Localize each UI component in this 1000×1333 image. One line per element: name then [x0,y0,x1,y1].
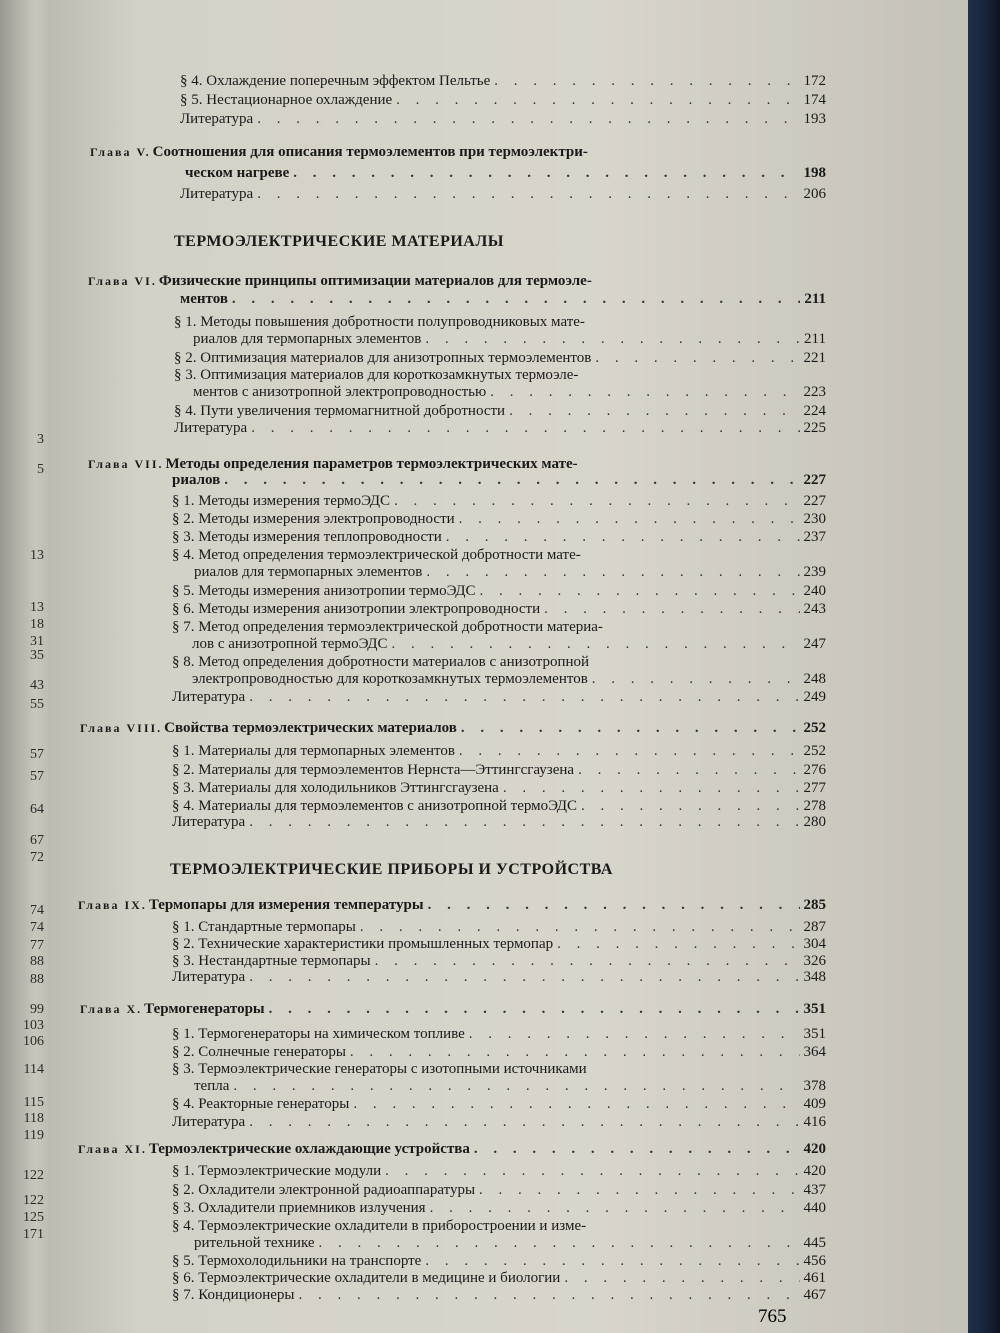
entry-title: § 3. Методы измерения теплопроводности [172,529,442,545]
entry-page: 193 [803,111,826,127]
toc-entry[interactable] [172,1181,826,1199]
entry-title: § 6. Термоэлектрические охладители в медицине и биологии [172,1270,561,1286]
entry-page: 240 [803,583,826,599]
margin-page-number: 67 [30,833,44,848]
toc-entry[interactable] [172,1269,826,1287]
leader-dots [490,383,799,401]
section-heading: ТЕРМОЭЛЕКТРИЧЕСКИЕ ПРИБОРЫ И УСТРОЙСТВА [170,861,613,878]
entry-title: § 1. Термогенераторы на химическом топливе [172,1026,465,1042]
entry-title: Соотношения для описания термоэлементов при термоэлектри- [152,144,588,160]
entry-page: 211 [804,331,826,347]
toc-entry[interactable] [180,91,826,109]
entry-page: 287 [803,919,826,935]
leader-dots [595,349,799,367]
leader-dots [479,582,799,600]
entry-page: 416 [803,1114,826,1130]
entry-title: § 1. Материалы для термопарных элементов [172,743,455,759]
entry-title-continued: ческом нагреве [185,165,290,181]
entry-title: § 2. Технические характеристики промышленных термопар [172,936,554,952]
entry-title: § 5. Термохолодильники на транспорте [172,1253,422,1269]
leader-dots [474,1140,800,1158]
toc-entry[interactable] [172,813,826,831]
toc-entry[interactable] [172,1286,826,1304]
entry-title: § 4. Метод определения термоэлектрической добротности мате- [172,547,581,563]
toc-entry[interactable] [172,1043,826,1061]
toc-entry[interactable] [172,779,826,797]
margin-page-number: 103 [23,1018,44,1033]
leader-dots [426,563,799,581]
entry-continuation [194,563,826,581]
leader-dots [394,492,799,510]
entry-continuation [192,670,826,688]
leader-dots [350,1043,800,1061]
toc-entry[interactable] [180,72,826,90]
toc-entry[interactable] [172,742,826,760]
margin-page-number: 3 [37,432,44,447]
entry-title-continued: риалов для термопарных элементов [193,331,422,347]
chapter-label: Глава IX. [78,898,147,912]
entry-title: Литература [180,186,254,202]
margin-page-number: 106 [23,1034,44,1049]
entry-title: § 4. Термоэлектрические охладители в приборостроении и изме- [172,1218,587,1234]
entry-page: 445 [803,1235,826,1251]
entry-page: 198 [803,165,826,181]
entry-title: § 7. Метод определения термоэлектрической добротности материа- [172,619,603,635]
margin-page-number: 55 [30,697,44,712]
leader-dots [249,1113,799,1131]
margin-page-number: 43 [30,678,44,693]
leader-dots [461,719,800,737]
entry-page: 461 [803,1270,826,1286]
entry-title: § 1. Термоэлектрические модули [172,1163,382,1179]
entry-title: § 2. Оптимизация материалов для анизотропных термоэлементов [174,350,592,366]
entry-title: § 5. Нестационарное охлаждение [180,92,393,108]
entry-title-continued: тепла [194,1078,230,1094]
leader-dots [232,290,800,308]
entry-page: 351 [803,1001,826,1017]
toc-entry[interactable] [172,1095,826,1113]
entry-page: 172 [803,73,826,89]
entry-title: § 2. Методы измерения электропроводности [172,511,455,527]
entry-page: 467 [803,1287,826,1303]
entry-page: 409 [803,1096,826,1112]
entry-title: § 4. Реакторные генераторы [172,1096,350,1112]
entry-title: Литература [172,969,246,985]
entry-title: § 8. Метод определения добротности материалов с анизотропной [172,654,590,670]
entry-title: Литература [174,420,248,436]
leader-dots [557,935,799,953]
entry-page: 285 [803,897,826,913]
entry-title: § 7. Кондиционеры [172,1287,295,1303]
margin-page-number: 77 [30,938,44,953]
margin-page-number: 99 [30,1002,44,1017]
margin-page-number: 118 [23,1111,44,1126]
leader-dots [425,330,800,348]
chapter-label: Глава XI. [78,1142,147,1156]
toc-entry[interactable] [172,1252,826,1270]
margin-page-number: 72 [30,850,44,865]
toc-entry[interactable] [172,688,826,706]
leader-dots [251,419,799,437]
entry-title-continued: лов с анизотропной термоЭДС [192,636,388,652]
entry-page: 351 [803,1026,826,1042]
toc-entry[interactable] [174,419,826,437]
entry-page: 248 [803,671,826,687]
entry-page: 304 [803,936,826,952]
entry-page: 252 [803,743,826,759]
entry-title: § 6. Методы измерения анизотропии электропроводности [172,601,541,617]
toc-entry[interactable] [172,761,826,779]
margin-page-number: 115 [23,1095,44,1110]
entry-title: Физические принципы оптимизации материалов для термоэле- [158,273,592,289]
margin-page-number: 122 [23,1168,44,1183]
entry-page: 277 [803,780,826,796]
leader-dots [446,528,800,546]
toc-entry[interactable] [172,1025,826,1043]
entry-page: 227 [803,493,826,509]
entry-page: 249 [803,689,826,705]
leader-dots [385,1162,799,1180]
entry-page: 276 [803,762,826,778]
entry-title: § 4. Пути увеличения термомагнитной добротности [174,403,506,419]
leader-dots [578,761,799,779]
leader-dots [257,110,799,128]
margin-page-number: 88 [30,954,44,969]
margin-page-number: 57 [30,769,44,784]
leader-dots [459,742,800,760]
margin-page-number: 13 [30,548,44,563]
entry-title: Литература [172,689,246,705]
entry-page: 211 [804,291,826,307]
entry-title: § 2. Материалы для термоэлементов Нернста—Эттингсгаузена [172,762,575,778]
page-number: 765 [758,1306,787,1327]
entry-page: 326 [803,953,826,969]
toc-entry[interactable] [172,600,826,618]
leader-dots [269,1000,800,1018]
entry-title: Термопары для измерения температуры [148,897,424,913]
toc-entry[interactable] [174,402,826,420]
toc-entry[interactable] [172,1162,826,1180]
margin-page-number: 88 [30,972,44,987]
leader-dots [479,1181,799,1199]
margin-page-number: 74 [30,903,44,918]
entry-continuation [185,164,826,182]
leader-dots [249,968,799,986]
leader-dots [469,1025,800,1043]
entry-title: § 4. Охлаждение поперечным эффектом Пельтье [180,73,491,89]
leader-dots [299,1286,800,1304]
margin-page-number: 171 [23,1227,44,1242]
margin-page-number: 122 [23,1193,44,1208]
leader-dots [233,1077,799,1095]
entry-page: 278 [803,798,826,814]
entry-page: 243 [803,601,826,617]
entry-page: 440 [803,1200,826,1216]
toc-entry[interactable] [172,618,826,636]
leader-dots [592,670,800,688]
entry-title-continued: риалов [172,472,221,488]
chapter-entry[interactable] [88,272,826,290]
margin-page-number: 57 [30,747,44,762]
entry-title-continued: ментов с анизотропной электропроводностью [193,384,487,400]
entry-title-continued: рительной технике [194,1235,315,1251]
leader-dots [293,164,799,182]
leader-dots [360,918,800,936]
leader-dots [249,813,799,831]
entry-page: 437 [803,1182,826,1198]
leader-dots [353,1095,799,1113]
toc-entry[interactable] [172,546,826,564]
chapter-entry[interactable] [90,143,826,161]
entry-title: § 3. Нестандартные термопары [172,953,371,969]
entry-title: Термогенераторы [144,1001,265,1017]
entry-page: 247 [803,636,826,652]
entry-title: § 3. Охладители приемников излучения [172,1200,426,1216]
entry-page: 230 [803,511,826,527]
toc-entry[interactable] [174,313,826,331]
toc-entry[interactable] [180,185,826,203]
toc-entry[interactable] [180,110,826,128]
chapter-label: Глава VIII. [80,721,163,735]
entry-continuation [194,1234,826,1252]
toc-entry[interactable] [172,935,826,953]
entry-page: 378 [803,1078,826,1094]
entry-page: 348 [803,969,826,985]
chapter-entry[interactable] [78,1140,826,1158]
entry-title: § 2. Солнечные генераторы [172,1044,346,1060]
leader-dots [509,402,799,420]
leader-dots [503,779,800,797]
leader-dots [249,688,799,706]
entry-page: 280 [803,814,826,830]
margin-page-number: 18 [30,617,44,632]
entry-title: § 5. Методы измерения анизотропии термоЭДС [172,583,476,599]
entry-title: Литература [172,814,246,830]
entry-page: 223 [803,384,826,400]
entry-page: 252 [803,720,826,736]
entry-title: § 3. Оптимизация материалов для короткозамкнутых термоэле- [174,367,579,383]
entry-continuation [193,383,826,401]
entry-page: 420 [803,1141,826,1157]
entry-page: 174 [803,92,826,108]
margin-page-number: 64 [30,802,44,817]
entry-page: 221 [803,350,826,366]
entry-title: § 3. Термоэлектрические генераторы с изотопными источниками [172,1061,587,1077]
entry-page: 227 [803,472,826,488]
entry-page: 364 [803,1044,826,1060]
margin-page-number: 35 [30,648,44,663]
entry-title: Термоэлектрические охлаждающие устройства [148,1141,470,1157]
margin-page-number: 74 [30,920,44,935]
chapter-label: Глава V. [90,145,151,159]
toc-entry[interactable] [172,968,826,986]
chapter-label: Глава VI. [88,274,157,288]
entry-page: 420 [803,1163,826,1179]
leader-dots [257,185,799,203]
chapter-label: Глава X. [80,1002,143,1016]
margin-page-number: 125 [23,1210,44,1225]
entry-page: 237 [803,529,826,545]
chapter-entry[interactable] [80,719,826,737]
leader-dots [224,471,799,489]
entry-page: 224 [803,403,826,419]
toc-entry[interactable] [172,528,826,546]
entry-title: Свойства термоэлектрических материалов [164,720,457,736]
leader-dots [459,510,800,528]
entry-title-continued: ментов [180,291,228,307]
leader-dots [430,1199,800,1217]
chapter-label: Глава VII. [88,457,164,471]
toc-entry[interactable] [172,510,826,528]
margin-page-number: 119 [23,1128,44,1143]
entry-continuation [180,290,826,308]
entry-title: § 1. Методы повышения добротности полупроводниковых мате- [174,314,585,330]
toc-entry[interactable] [172,1113,826,1131]
toc-entry[interactable] [172,653,826,671]
entry-page: 456 [803,1253,826,1269]
toc-entry[interactable] [174,349,826,367]
entry-title: Методы определения параметров термоэлектрических мате- [165,456,578,472]
entry-title-continued: электропроводностью для короткозамкнутых термоэлементов [192,671,588,687]
toc-entry[interactable] [172,1060,826,1078]
leader-dots [564,1269,799,1287]
entry-continuation [194,1077,826,1095]
toc-entry[interactable] [174,366,826,384]
entry-continuation [192,635,826,653]
entry-continuation [172,471,826,489]
entry-title-continued: риалов для термопарных элементов [194,564,423,580]
margin-page-number: 114 [23,1062,44,1077]
entry-title: § 3. Материалы для холодильников Эттингсгаузена [172,780,499,796]
leader-dots [428,896,800,914]
chapter-entry[interactable] [78,896,826,914]
entry-title: § 1. Методы измерения термоЭДС [172,493,391,509]
entry-page: 239 [803,564,826,580]
entry-title: § 2. Охладители электронной радиоаппаратуры [172,1182,476,1198]
leader-dots [319,1234,800,1252]
entry-title: Литература [180,111,254,127]
entry-continuation [193,330,826,348]
leader-dots [392,635,800,653]
section-heading: ТЕРМОЭЛЕКТРИЧЕСКИЕ МАТЕРИАЛЫ [174,233,504,250]
toc-entry[interactable] [172,1217,826,1235]
leader-dots [544,600,799,618]
margin-page-number: 5 [37,462,44,477]
entry-title: § 4. Материалы для термоэлементов с анизотропной термоЭДС [172,798,577,814]
toc-entry[interactable] [172,582,826,600]
toc-entry[interactable] [172,492,826,510]
entry-page: 225 [803,420,826,436]
toc-entry[interactable] [172,1199,826,1217]
leader-dots [494,72,799,90]
toc-entry[interactable] [172,918,826,936]
entry-title: Литература [172,1114,246,1130]
margin-page-number: 31 [30,634,44,649]
margin-page-number: 13 [30,600,44,615]
chapter-entry[interactable] [80,1000,826,1018]
leader-dots [425,1252,799,1270]
entry-title: § 1. Стандартные термопары [172,919,356,935]
entry-page: 206 [803,186,826,202]
leader-dots [396,91,799,109]
